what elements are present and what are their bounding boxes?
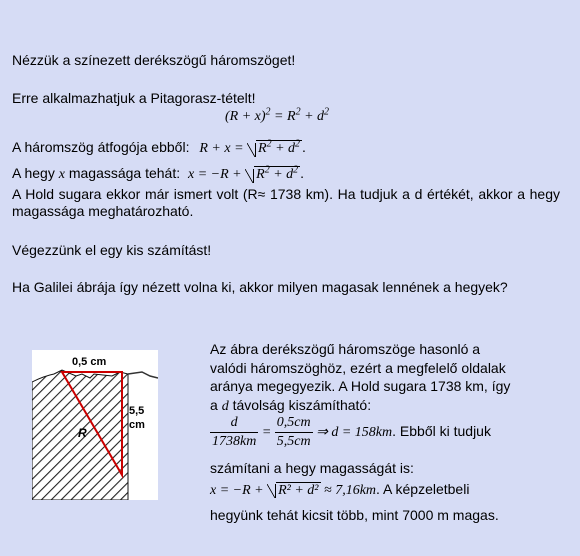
- side-label-1: 5,5: [129, 405, 145, 417]
- right-line-3: aránya megegyezik. A Hold sugara 1738 km, így: [210, 378, 511, 394]
- pythagoras-text: Erre alkalmazhatjuk a Pitagorasz-tételt!: [12, 90, 256, 106]
- proportion-equation: $\frac{d}{1738km}$ = $\frac{0,5cm}{5,5cm}$ ⇒ d = 158km. Ebből ki tudjuk: [212, 415, 491, 449]
- right-line-6: számítani a hegy magasságát is:: [210, 460, 414, 476]
- right-line-4: a d távolság kiszámítható:: [210, 397, 372, 414]
- galilei-question: Ha Galilei ábrája így nézett volna ki, akkor milyen magasak lennének a hegyek?: [12, 279, 508, 295]
- figure-drawing: [32, 350, 158, 500]
- moon-radius-text: A Hold sugara ekkor már ismert volt (R≈ 1738 km). Ha tudjuk a d értékét, akkor a hegy magassága meghatározható.: [12, 186, 560, 219]
- calculation-intro: Végezzünk el egy kis számítást!: [12, 242, 212, 258]
- right-line-8: hegyünk tehát kicsit több, mint 7000 m magas.: [210, 507, 499, 523]
- side-label-2: cm: [129, 419, 145, 431]
- hypotenuse-line: A háromszög átfogója ebből: $R + x = R^2 + d^2$ .: [12, 138, 306, 156]
- pythagoras-equation: $(R + x)^2 = R^2 + d^2$: [225, 106, 330, 124]
- galilei-figure: [32, 350, 158, 500]
- height-line: A hegy x magassága tehát: $x = -R + R^2 + d^2$ .: [12, 164, 305, 182]
- final-equation: x = −R + R² + d² ≈ 7,16km. A képzeletbeli: [210, 481, 470, 498]
- right-line-2: valódi háromszöghöz, ezért a megfelelő oldalak: [210, 360, 506, 376]
- r-label: R: [78, 426, 87, 440]
- surface-outline: [128, 372, 158, 378]
- right-line-1: Az ábra derékszögű háromszöge hasonló a: [210, 341, 481, 357]
- intro-text: Nézzük a színezett derékszögű háromszöget!: [12, 52, 296, 68]
- top-label: 0,5 cm: [72, 356, 107, 368]
